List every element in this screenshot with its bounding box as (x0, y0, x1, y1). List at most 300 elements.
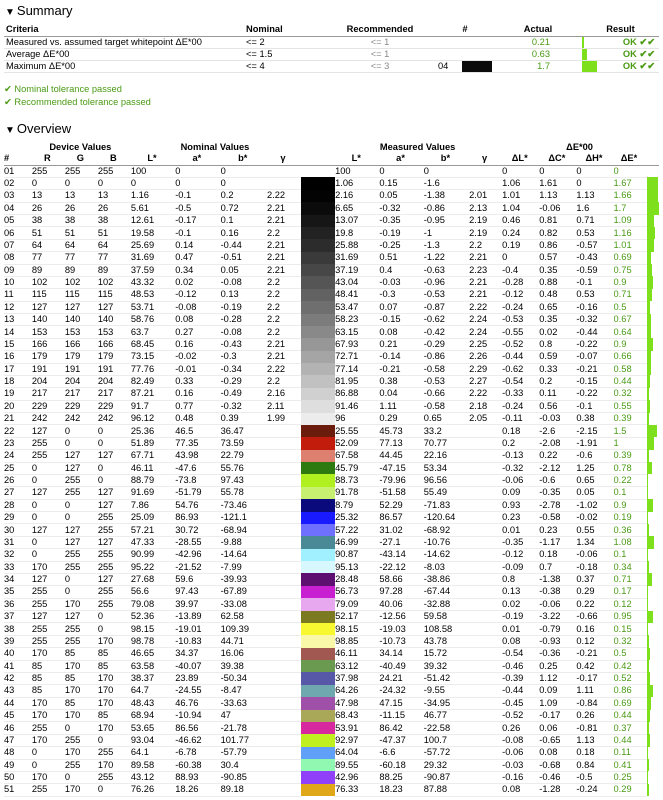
nominal-l-cell: 52.36 (131, 611, 175, 623)
delta-l-cell: -0.06 (502, 747, 539, 759)
delta-e-bar-cell (647, 697, 659, 709)
delta-e-cell: 0.5 (614, 648, 647, 660)
device-b-cell: 127 (98, 487, 131, 499)
device-b-cell: 204 (98, 375, 131, 387)
patch-num-cell: 33 (4, 561, 32, 573)
device-b-cell: 51 (98, 227, 131, 239)
delta-h-cell: 0 (576, 177, 613, 189)
delta-e-bar-cell (647, 326, 659, 338)
nominal-l-cell: 43.32 (131, 276, 175, 288)
device-g-cell: 0 (65, 586, 98, 598)
disclosure-triangle-icon[interactable]: ▼ (5, 125, 15, 136)
delta-c-cell: 0.56 (539, 400, 576, 412)
device-r-cell: 0 (32, 499, 65, 511)
measured-l-cell: 98.15 (335, 623, 379, 635)
delta-e-bar (647, 759, 650, 771)
device-r-cell: 170 (32, 561, 65, 573)
patch-num-cell: 17 (4, 363, 32, 375)
delta-e-cell: 0.75 (614, 264, 647, 276)
col-delta-c: ΔC* (539, 153, 576, 165)
col-b: B (98, 153, 131, 165)
device-g-cell: 127 (65, 450, 98, 462)
table-row (4, 326, 659, 338)
nominal-header: Nominal (244, 23, 324, 36)
measured-l-cell: 46.11 (335, 648, 379, 660)
color-swatch (301, 177, 335, 189)
color-swatch (301, 264, 335, 276)
device-r-cell: 0 (32, 512, 65, 524)
delta-c-cell: 1.13 (539, 190, 576, 202)
delta-e-bar (647, 252, 652, 264)
nominal-l-cell: 64.1 (131, 747, 175, 759)
table-row (4, 573, 659, 585)
device-g-cell: 0 (65, 499, 98, 511)
delta-e-cell: 0.34 (614, 561, 647, 573)
delta-h-cell: -0.22 (576, 388, 613, 400)
measured-gamma-cell (469, 623, 502, 635)
device-r-cell: 85 (32, 660, 65, 672)
delta-h-cell: -0.1 (576, 276, 613, 288)
measured-b-cell: -0.95 (424, 215, 469, 227)
measured-a-cell: 0.04 (379, 388, 423, 400)
delta-e-cell: 0.95 (614, 611, 647, 623)
device-b-cell: 191 (98, 363, 131, 375)
delta-e-cell: 0.37 (614, 722, 647, 734)
measured-b-cell: -57.72 (424, 747, 469, 759)
nominal-gamma-cell: 2.21 (267, 351, 301, 363)
measured-gamma-cell (469, 437, 502, 449)
nominal-b-cell: 0.13 (221, 289, 267, 301)
color-swatch-fill (301, 177, 335, 189)
measured-a-cell: -6.6 (379, 747, 423, 759)
delta-e-bar-cell (647, 685, 659, 697)
measured-b-cell: -14.62 (424, 549, 469, 561)
device-r-cell: 255 (32, 784, 65, 796)
delta-l-cell: -0.39 (502, 672, 539, 684)
nominal-l-cell: 79.08 (131, 598, 175, 610)
delta-e-cell: 0.71 (614, 289, 647, 301)
device-b-cell: 85 (98, 660, 131, 672)
measured-l-cell: 43.04 (335, 276, 379, 288)
nominal-b-cell: 62.58 (221, 611, 267, 623)
measured-b-cell: -1 (424, 227, 469, 239)
device-b-cell: 102 (98, 276, 131, 288)
color-swatch-fill (301, 338, 335, 350)
table-row (4, 586, 659, 598)
device-g-cell: 179 (65, 351, 98, 363)
nominal-b-cell: -121.1 (221, 512, 267, 524)
delta-e-cell: 0.44 (614, 710, 647, 722)
color-swatch-fill (301, 648, 335, 660)
disclosure-triangle-icon[interactable]: ▼ (5, 7, 15, 18)
device-r-cell: 217 (32, 388, 65, 400)
delta-e-bar-cell (647, 759, 659, 771)
delta-e-cell: 0.9 (614, 276, 647, 288)
nominal-gamma-cell (267, 635, 301, 647)
nominal-b-cell: -0.32 (221, 400, 267, 412)
delta-c-cell: -0.6 (539, 474, 576, 486)
measured-b-cell: 55.49 (424, 487, 469, 499)
device-b-cell: 13 (98, 190, 131, 202)
color-swatch-fill (301, 549, 335, 561)
nominal-gamma-cell: 2.2 (267, 314, 301, 326)
table-row (4, 561, 659, 573)
delta-h-cell: 1.11 (576, 685, 613, 697)
nominal-a-cell: -24.55 (175, 685, 220, 697)
summary-heading[interactable] (0, 0, 663, 22)
nominal-gamma-cell: 2.2 (267, 301, 301, 313)
device-b-cell: 127 (98, 301, 131, 313)
delta-c-cell: 0.88 (539, 276, 576, 288)
delta-c-cell: -0.35 (539, 487, 576, 499)
nominal-b-cell: 0.39 (221, 413, 267, 425)
measured-b-cell: -0.58 (424, 400, 469, 412)
table-row (4, 425, 659, 437)
measured-a-cell: -0.15 (379, 314, 423, 326)
measured-a-cell: 24.21 (379, 672, 423, 684)
measured-gamma-cell (469, 722, 502, 734)
measured-gamma-cell (469, 611, 502, 623)
delta-e-bar-cell (647, 276, 659, 288)
nominal-cell: <= 4 (244, 60, 324, 72)
measured-b-cell: 46.77 (424, 710, 469, 722)
measured-b-cell: -38.86 (424, 573, 469, 585)
measured-a-cell: 44.45 (379, 450, 423, 462)
delta-l-cell: 0.46 (502, 215, 539, 227)
criteria-cell: Measured vs. assumed target whitepoint ΔE*00 (4, 36, 244, 48)
device-b-cell: 170 (98, 759, 131, 771)
device-r-cell: 170 (32, 697, 65, 709)
measured-l-cell: 37.19 (335, 264, 379, 276)
color-swatch (301, 499, 335, 511)
measured-l-cell: 79.09 (335, 598, 379, 610)
nominal-b-cell: 22.79 (221, 450, 267, 462)
device-r-cell: 127 (32, 487, 65, 499)
delta-e-bar-cell (647, 215, 659, 227)
nominal-l-cell: 58.76 (131, 314, 175, 326)
measured-a-cell: -0.21 (379, 363, 423, 375)
nominal-gamma-cell (267, 487, 301, 499)
delta-e-bar-cell (647, 462, 659, 474)
delta-c-cell: -1.17 (539, 536, 576, 548)
nominal-l-cell: 98.15 (131, 623, 175, 635)
measured-a-cell: -10.73 (379, 635, 423, 647)
measured-l-cell: 48.41 (335, 289, 379, 301)
delta-c-cell: 1.61 (539, 177, 576, 189)
color-swatch (301, 289, 335, 301)
device-r-cell: 153 (32, 326, 65, 338)
measured-b-cell: 0 (424, 165, 469, 177)
nominal-gamma-cell (267, 524, 301, 536)
delta-e-bar (647, 611, 654, 623)
nominal-b-cell: -33.08 (221, 598, 267, 610)
patch-num-cell: 48 (4, 747, 32, 759)
summary-table (4, 23, 659, 73)
nominal-l-cell: 7.86 (131, 499, 175, 511)
measured-a-cell: -47.15 (379, 462, 423, 474)
nominal-a-cell: 59.6 (175, 573, 220, 585)
delta-l-cell: -0.06 (502, 474, 539, 486)
measured-l-cell: 77.14 (335, 363, 379, 375)
delta-c-cell: 0.02 (539, 326, 576, 338)
delta-h-cell: -0.1 (576, 400, 613, 412)
measured-gamma-cell (469, 747, 502, 759)
nominal-a-cell: 0.08 (175, 314, 220, 326)
nominal-l-cell: 48.53 (131, 289, 175, 301)
delta-e-bar-cell (647, 561, 659, 573)
nominal-gamma-cell (267, 177, 301, 189)
delta-e-bar-cell (647, 413, 659, 425)
device-b-cell: 127 (98, 573, 131, 585)
device-g-cell: 255 (65, 549, 98, 561)
device-g-cell: 255 (65, 623, 98, 635)
patch-num-cell: 16 (4, 351, 32, 363)
delta-e-bar-cell (647, 549, 659, 561)
patch-num-cell: 18 (4, 375, 32, 387)
delta-h-cell: 0.37 (576, 573, 613, 585)
color-swatch-fill (301, 561, 335, 573)
device-g-cell: 255 (65, 561, 98, 573)
device-r-cell: 127 (32, 524, 65, 536)
delta-e-bar-cell (647, 190, 659, 202)
nominal-a-cell: -10.94 (175, 710, 220, 722)
measured-gamma-cell (469, 771, 502, 783)
device-r-cell: 0 (32, 474, 65, 486)
table-row (4, 598, 659, 610)
delta-c-cell: -2.78 (539, 499, 576, 511)
color-swatch-fill (301, 722, 335, 734)
nominal-b-cell: 109.39 (221, 623, 267, 635)
delta-e-bar-cell (647, 672, 659, 684)
nominal-b-cell: 89.18 (221, 784, 267, 796)
nominal-gamma-cell (267, 437, 301, 449)
device-g-cell: 89 (65, 264, 98, 276)
nominal-gamma-cell (267, 672, 301, 684)
measured-gamma-cell: 2.29 (469, 363, 502, 375)
color-swatch-fill (301, 166, 335, 178)
nominal-a-cell: -0.02 (175, 351, 220, 363)
col-measured-a: a* (379, 153, 423, 165)
delta-e-cell: 0.67 (614, 314, 647, 326)
table-row (4, 623, 659, 635)
table-row (4, 635, 659, 647)
measured-a-cell: 0.07 (379, 301, 423, 313)
recommended-cell: <= 1 (324, 48, 436, 60)
delta-e-bar (647, 747, 648, 759)
delta-c-cell: 0.59 (539, 351, 576, 363)
nominal-l-cell: 95.22 (131, 561, 175, 573)
delta-e-cell: 0.58 (614, 363, 647, 375)
delta-e-cell: 0.22 (614, 474, 647, 486)
measured-l-cell: 25.88 (335, 239, 379, 251)
device-r-cell: 0 (32, 536, 65, 548)
delta-c-cell: 0.08 (539, 747, 576, 759)
delta-h-cell: 0.29 (576, 586, 613, 598)
delta-e-cell: 1.09 (614, 215, 647, 227)
measured-b-cell: -1.38 (424, 190, 469, 202)
measured-b-cell: 22.16 (424, 450, 469, 462)
patch-num-cell: 29 (4, 512, 32, 524)
delta-c-cell: -0.46 (539, 771, 576, 783)
delta-h-cell: -0.84 (576, 697, 613, 709)
measured-a-cell: 45.73 (379, 425, 423, 437)
nominal-l-cell: 51.89 (131, 437, 175, 449)
patch-num-cell: 12 (4, 301, 32, 313)
patch-num-cell: 14 (4, 326, 32, 338)
nominal-a-cell: 0.34 (175, 264, 220, 276)
device-g-cell: 13 (65, 190, 98, 202)
nominal-b-cell: 0.16 (221, 227, 267, 239)
delta-e-bar (647, 536, 655, 548)
delta-e-bar (647, 388, 649, 400)
table-row (4, 202, 659, 214)
delta-e-bar (647, 561, 649, 573)
table-row (4, 672, 659, 684)
measured-gamma-cell: 2.05 (469, 413, 502, 425)
nominal-a-cell: 34.37 (175, 648, 220, 660)
color-swatch (301, 771, 335, 783)
num-header: # (436, 23, 494, 36)
measured-gamma-cell: 2.24 (469, 314, 502, 326)
measured-gamma-cell (469, 536, 502, 548)
nominal-gamma-cell (267, 561, 301, 573)
delta-e-bar (647, 623, 648, 635)
delta-h-cell: -0.07 (576, 351, 613, 363)
color-swatch (301, 660, 335, 672)
delta-c-cell: 0.57 (539, 252, 576, 264)
overview-table (4, 141, 659, 797)
measured-b-cell: 15.72 (424, 648, 469, 660)
measured-a-cell: -79.96 (379, 474, 423, 486)
nominal-b-cell: 101.77 (221, 734, 267, 746)
result-cell (582, 60, 659, 72)
device-r-cell: 127 (32, 611, 65, 623)
measured-gamma-cell (469, 648, 502, 660)
device-g-cell: 0 (65, 573, 98, 585)
measured-b-cell: -0.53 (424, 375, 469, 387)
measured-l-cell: 88.73 (335, 474, 379, 486)
nominal-l-cell: 67.71 (131, 450, 175, 462)
measured-l-cell: 100 (335, 165, 379, 177)
measured-l-cell: 81.95 (335, 375, 379, 387)
device-g-cell: 51 (65, 227, 98, 239)
measured-l-cell: 42.96 (335, 771, 379, 783)
measured-gamma-cell: 2.13 (469, 202, 502, 214)
result-value: OK ✔✔ (622, 36, 655, 47)
device-r-cell: 255 (32, 437, 65, 449)
table-row (4, 252, 659, 264)
nominal-gamma-cell (267, 474, 301, 486)
color-swatch-fill (301, 450, 335, 462)
table-row (4, 462, 659, 474)
nominal-a-cell: -19.01 (175, 623, 220, 635)
delta-c-cell: 0.35 (539, 314, 576, 326)
patch-num-cell: 26 (4, 474, 32, 486)
color-swatch (301, 450, 335, 462)
worst-patch-swatch (462, 61, 492, 72)
delta-l-cell: -0.24 (502, 400, 539, 412)
measured-gamma-cell: 2.22 (469, 301, 502, 313)
measured-a-cell: -0.3 (379, 289, 423, 301)
delta-c-cell: 0.2 (539, 375, 576, 387)
nominal-b-cell: -39.93 (221, 573, 267, 585)
delta-e-cell: 1.01 (614, 239, 647, 251)
measured-a-cell: 0.08 (379, 326, 423, 338)
measured-l-cell: 68.43 (335, 710, 379, 722)
delta-h-cell: 0.65 (576, 474, 613, 486)
color-swatch-fill (301, 672, 335, 684)
nominal-a-cell: -46.62 (175, 734, 220, 746)
color-swatch-fill (301, 276, 335, 288)
actual-cell (494, 60, 582, 72)
measured-b-cell: -0.66 (424, 388, 469, 400)
measured-a-cell: 58.66 (379, 573, 423, 585)
color-swatch (301, 202, 335, 214)
color-swatch-fill (301, 363, 335, 375)
color-swatch-fill (301, 264, 335, 276)
col-nominal-l: L* (131, 153, 175, 165)
measured-gamma-cell: 2.26 (469, 351, 502, 363)
color-swatch-fill (301, 734, 335, 746)
measured-gamma-cell: 2.01 (469, 190, 502, 202)
nominal-gamma-cell: 2.11 (267, 400, 301, 412)
group-header-row (4, 141, 659, 153)
nominal-a-cell: 0.14 (175, 239, 220, 251)
color-swatch-fill (301, 252, 335, 264)
delta-l-cell: -0.16 (502, 771, 539, 783)
color-swatch-fill (301, 400, 335, 412)
delta-l-cell: 0 (502, 252, 539, 264)
measured-a-cell: 0.21 (379, 338, 423, 350)
actual-cell (494, 36, 582, 48)
delta-e-bar (647, 722, 650, 734)
device-b-cell: 127 (98, 536, 131, 548)
color-swatch-fill (301, 462, 335, 474)
device-g-cell: 127 (65, 611, 98, 623)
table-row (4, 314, 659, 326)
device-g-cell: 170 (65, 784, 98, 796)
patch-num-cell: 44 (4, 697, 32, 709)
delta-c-cell: 0.11 (539, 388, 576, 400)
measured-a-cell: -27.1 (379, 536, 423, 548)
delta-c-cell: 0.23 (539, 524, 576, 536)
nominal-b-cell: -21.78 (221, 722, 267, 734)
delta-l-cell: 0.02 (502, 598, 539, 610)
nominal-l-cell: 96.12 (131, 413, 175, 425)
delta-c-cell: 1.12 (539, 672, 576, 684)
delta-h-cell: 1.13 (576, 734, 613, 746)
overview-heading[interactable] (0, 118, 663, 140)
delta-h-cell: 0.22 (576, 598, 613, 610)
nominal-gamma-cell: 2.21 (267, 239, 301, 251)
measured-l-cell: 63.12 (335, 660, 379, 672)
delta-e-cell: 0.44 (614, 375, 647, 387)
delta-h-cell: -0.57 (576, 239, 613, 251)
device-b-cell: 255 (98, 747, 131, 759)
delta-e-bar (647, 586, 648, 598)
patch-num-cell: 41 (4, 660, 32, 672)
table-row (4, 697, 659, 709)
measured-b-cell: -120.64 (424, 512, 469, 524)
delta-l-cell: 1.06 (502, 177, 539, 189)
patch-num-cell: 10 (4, 276, 32, 288)
num-cell (436, 60, 494, 72)
delta-e-bar-cell (647, 487, 659, 499)
table-row (4, 375, 659, 387)
device-g-cell: 255 (65, 487, 98, 499)
measured-l-cell: 1.06 (335, 177, 379, 189)
measured-l-cell: 89.55 (335, 759, 379, 771)
